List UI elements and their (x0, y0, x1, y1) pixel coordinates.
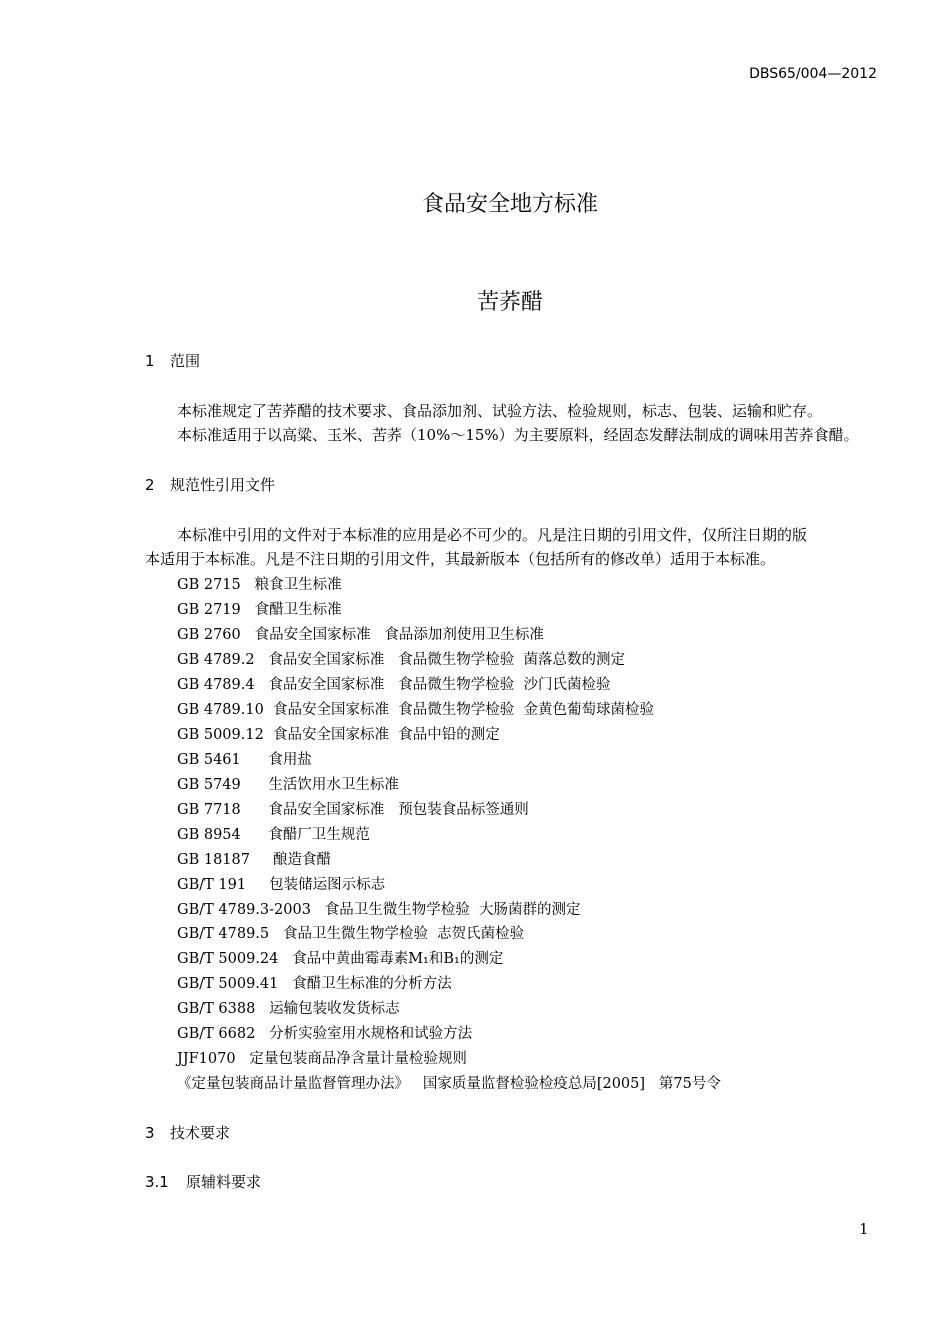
reference-item: GB 18187 酿造食醋 (177, 852, 332, 868)
reference-item: JJF1070 定量包装商品净含量计量检验规则 (177, 1051, 467, 1067)
reference-item: GB 5009.12 食品安全国家标准 食品中铅的测定 (177, 727, 500, 743)
reference-item: GB/T 6388 运输包装收发货标志 (177, 1001, 400, 1017)
section-number: 3 (145, 1124, 155, 1142)
reference-item: GB 4789.2 食品安全国家标准 食品微生物学检验 菌落总数的测定 (177, 652, 625, 668)
section-2-intro-line-1: 本标准中引用的文件对于本标准的应用是必不可少的。凡是注日期的引用文件，仅所注日期的版 (177, 526, 808, 544)
document-code: DBS65/004—2012 (749, 66, 877, 82)
reference-item: GB 7718 食品安全国家标准 预包装食品标签通则 (177, 802, 529, 818)
reference-item: GB 5749 生活饮用水卫生标准 (177, 777, 399, 793)
section-1-paragraph-2: 本标准适用于以高粱、玉米、苦荞（10%～15%）为主要原料，经固态发酵法制成的调味用苦荞食醋。 (177, 426, 859, 444)
reference-item: GB/T 4789.3-2003 食品卫生微生物学检验 大肠菌群的测定 (177, 902, 581, 918)
section-1-heading (145, 350, 200, 371)
section-title: 原辅料要求 (186, 1173, 262, 1191)
section-2-intro-line-2: 本适用于本标准。凡是不注日期的引用文件，其最新版本（包括所有的修改单）适用于本标准。 (145, 550, 776, 568)
reference-item: GB 2760 食品安全国家标准 食品添加剂使用卫生标准 (177, 627, 544, 643)
section-title: 规范性引用文件 (170, 476, 276, 494)
reference-item: GB/T 5009.24 食品中黄曲霉毒素M₁和B₁的测定 (177, 951, 504, 967)
reference-item: GB 8954 食醋厂卫生规范 (177, 827, 370, 843)
section-2-heading (145, 474, 275, 495)
document-title: 食品安全地方标准 (421, 192, 598, 217)
reference-item: 《定量包装商品计量监督管理办法》 国家质量监督检验检疫总局[2005] 第75号令 (177, 1076, 721, 1092)
reference-item: GB 2719 食醋卫生标准 (177, 602, 342, 618)
reference-item: GB 4789.4 食品安全国家标准 食品微生物学检验 沙门氏菌检验 (177, 677, 611, 693)
reference-item: GB/T 4789.5 食品卫生微生物学检验 志贺氏菌检验 (177, 926, 525, 942)
reference-item: GB 2715 粮食卫生标准 (177, 577, 342, 593)
reference-item: GB/T 191 包装储运图示标志 (177, 877, 386, 893)
section-3-1-heading (145, 1171, 261, 1192)
section-number: 2 (145, 476, 155, 494)
section-number: 1 (145, 352, 155, 370)
page-number: 1 (859, 1220, 869, 1238)
section-1-paragraph-1: 本标准规定了苦荞醋的技术要求、食品添加剂、试验方法、检验规则，标志、包装、运输和贮存。 (177, 402, 823, 420)
document-subtitle: 苦荞醋 (476, 290, 543, 315)
section-number: 3.1 (145, 1173, 169, 1191)
reference-item: GB 5461 食用盐 (177, 752, 312, 768)
section-3-heading (145, 1122, 230, 1143)
section-title: 技术要求 (170, 1124, 231, 1142)
reference-item: GB 4789.10 食品安全国家标准 食品微生物学检验 金黄色葡萄球菌检验 (177, 702, 654, 718)
reference-item: GB/T 6682 分析实验室用水规格和试验方法 (177, 1026, 473, 1042)
reference-item: GB/T 5009.41 食醋卫生标准的分析方法 (177, 976, 452, 992)
section-title: 范围 (170, 352, 201, 370)
